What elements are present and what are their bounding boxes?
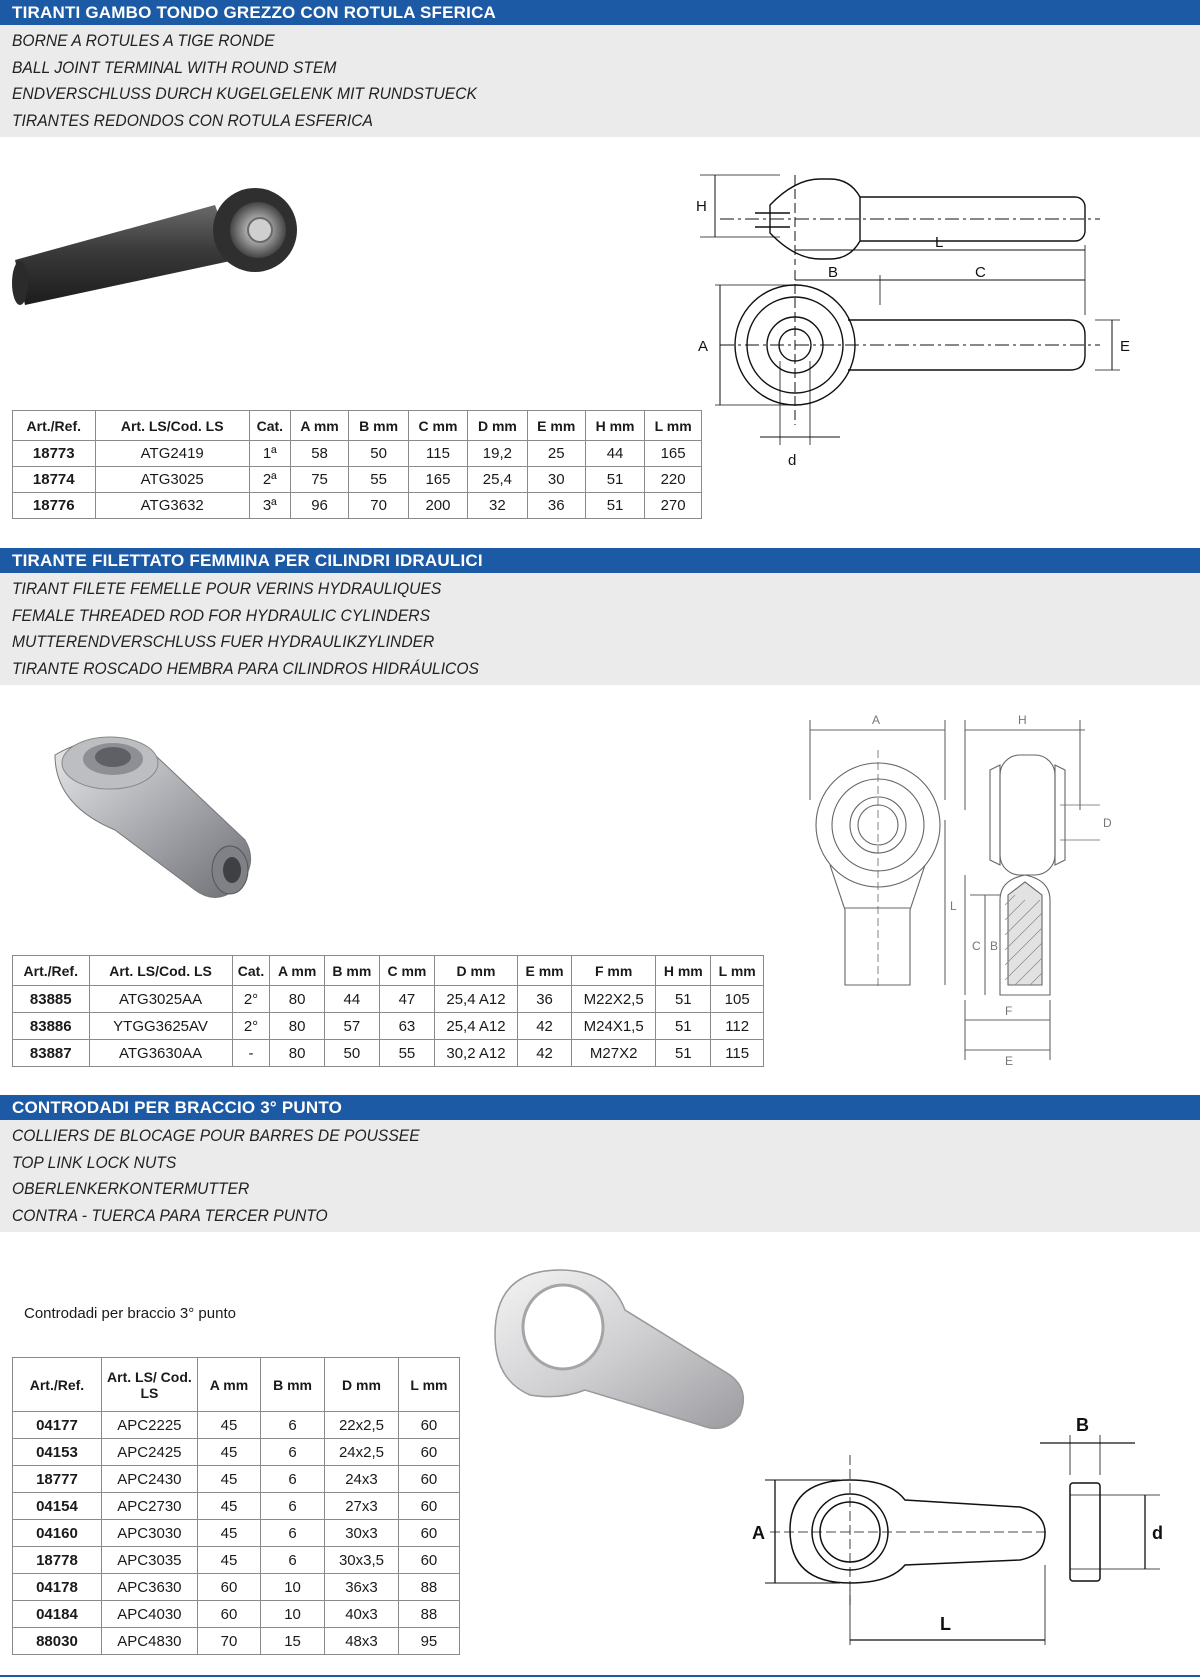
col-header: Cat.: [232, 956, 270, 986]
dim-label-a: A: [872, 713, 881, 727]
lock-nut-drawing: [740, 1415, 1170, 1665]
ball-joint-rod-photo: [10, 185, 310, 330]
table-row: 04184 APC4030 60 10 40x3 88: [13, 1601, 460, 1628]
col-header: L mm: [398, 1358, 459, 1412]
dim-label-c: C: [972, 939, 981, 953]
table-row: 04160 APC3030 45 6 30x3 60: [13, 1520, 460, 1547]
col-header: Art./Ref.: [13, 411, 96, 441]
col-header: H mm: [656, 956, 711, 986]
dim-label-c: C: [975, 264, 986, 281]
table-row: 18778 APC3035 45 6 30x3,5 60: [13, 1547, 460, 1574]
col-header: L mm: [711, 956, 764, 986]
table-row: 04153 APC2425 45 6 24x2,5 60: [13, 1439, 460, 1466]
dim-label-l: L: [935, 234, 944, 251]
col-header: F mm: [572, 956, 656, 986]
dim-label-l: L: [940, 1614, 951, 1634]
col-header: D mm: [468, 411, 527, 441]
col-header: D mm: [434, 956, 517, 986]
table-row: 88030 APC4830 70 15 48x3 95: [13, 1628, 460, 1655]
col-header: Art. LS/Cod. LS: [89, 956, 232, 986]
dim-label-b: B: [990, 939, 999, 953]
col-header: H mm: [585, 411, 644, 441]
subtitle-en: TOP LINK LOCK NUTS: [12, 1152, 177, 1172]
section-title: TIRANTE FILETTATO FEMMINA PER CILINDRI IDRAULICI: [0, 548, 1200, 573]
dim-label-b: B: [1076, 1415, 1089, 1435]
col-header: B mm: [324, 956, 379, 986]
table-female-threaded-rod: [12, 955, 764, 1067]
table-row: 83885 ATG3025AA 2° 80 44 47 25,4 A12 36 M22X2,5 51 105: [13, 986, 764, 1013]
female-rod-end-drawing: [810, 710, 1150, 1070]
subtitle-de: OBERLENKERKONTERMUTTER: [12, 1179, 250, 1198]
table-top-link-lock-nuts: [12, 1357, 460, 1655]
dim-label-d: D: [1103, 816, 1112, 830]
col-header: A mm: [270, 956, 324, 986]
subtitle-fr: COLLIERS DE BLOCAGE POUR BARRES DE POUSSEE: [12, 1126, 420, 1145]
dim-label-d: d: [788, 452, 797, 469]
section-subtitles: [0, 573, 1200, 685]
col-header: C mm: [379, 956, 434, 986]
subtitle-de: ENDVERSCHLUSS DURCH KUGELGELENK MIT RUNDSTUECK: [12, 84, 477, 103]
col-header: B mm: [261, 1358, 325, 1412]
section-title: TIRANTI GAMBO TONDO GREZZO CON ROTULA SFERICA: [0, 0, 1200, 25]
subtitle-es: TIRANTE ROSCADO HEMBRA PARA CILINDROS HIDRÁULICOS: [12, 658, 479, 678]
col-header: Art. LS/Cod. LS: [95, 411, 249, 441]
dim-label-h: H: [1018, 713, 1027, 727]
section-title: CONTRODADI PER BRACCIO 3° PUNTO: [0, 1095, 1200, 1120]
dim-label-d: d: [1152, 1523, 1163, 1543]
table-row: 83887 ATG3630AA - 80 50 55 30,2 A12 42 M27X2 51 115: [13, 1040, 764, 1067]
col-header: Art. LS/ Cod. LS: [101, 1358, 197, 1412]
col-header: Cat.: [249, 411, 290, 441]
col-header: D mm: [325, 1358, 399, 1412]
col-header: Art./Ref.: [13, 1358, 102, 1412]
section-subtitles: [0, 25, 1200, 137]
dim-label-l: L: [950, 899, 957, 913]
female-rod-end-photo: [35, 725, 265, 920]
subtitle-fr: BORNE A ROTULES A TIGE RONDE: [12, 31, 275, 50]
col-header: Art./Ref.: [13, 956, 90, 986]
dim-label-h: H: [696, 198, 707, 215]
dim-label-a: A: [698, 338, 709, 355]
section-ball-joint-terminal: [0, 0, 1200, 137]
table-ball-joint-terminal: [12, 410, 702, 519]
table-row: 18777 APC2430 45 6 24x3 60: [13, 1466, 460, 1493]
col-header: E mm: [527, 411, 585, 441]
col-header: B mm: [349, 411, 408, 441]
dim-label-f: F: [1005, 1004, 1013, 1018]
subtitle-es: CONTRA - TUERCA PARA TERCER PUNTO: [12, 1205, 328, 1225]
section-top-link-lock-nuts: [0, 1095, 1200, 1232]
table-row: 18776 ATG3632 3ª 96 70 200 32 36 51 270: [13, 493, 702, 519]
subtitle-en: FEMALE THREADED ROD FOR HYDRAULIC CYLINDERS: [12, 605, 430, 625]
col-header: A mm: [197, 1358, 260, 1412]
subtitle-fr: TIRANT FILETE FEMELLE POUR VERINS HYDRAULIQUES: [12, 579, 442, 598]
section-female-threaded-rod: [0, 548, 1200, 685]
dim-label-e: E: [1005, 1054, 1014, 1068]
table-row: 04178 APC3630 60 10 36x3 88: [13, 1574, 460, 1601]
table-row: 83886 YTGG3625AV 2° 80 57 63 25,4 A12 42 M24X1,5 51 112: [13, 1013, 764, 1040]
section-subtitles: [0, 1120, 1200, 1232]
ball-joint-rod-drawing: [696, 165, 1180, 485]
col-header: E mm: [518, 956, 572, 986]
table-row: 04177 APC2225 45 6 22x2,5 60: [13, 1412, 460, 1439]
col-header: L mm: [645, 411, 702, 441]
dim-label-a: A: [752, 1523, 765, 1543]
dim-label-b: B: [828, 264, 839, 281]
subtitle-es: TIRANTES REDONDOS CON ROTULA ESFERICA: [12, 110, 373, 130]
subtitle-de: MUTTERENDVERSCHLUSS FUER HYDRAULIKZYLINDER: [12, 632, 435, 651]
col-header: A mm: [290, 411, 349, 441]
table-row: 04154 APC2730 45 6 27x3 60: [13, 1493, 460, 1520]
col-header: C mm: [408, 411, 467, 441]
dim-label-e: E: [1120, 338, 1131, 355]
subtitle-en: BALL JOINT TERMINAL WITH ROUND STEM: [12, 57, 337, 77]
table-row: 18773 ATG2419 1ª 58 50 115 19,2 25 44 165: [13, 441, 702, 467]
table-row: 18774 ATG3025 2ª 75 55 165 25,4 30 51 220: [13, 467, 702, 493]
lock-nut-photo: [485, 1265, 750, 1435]
table-caption: Controdadi per braccio 3° punto: [24, 1305, 236, 1322]
